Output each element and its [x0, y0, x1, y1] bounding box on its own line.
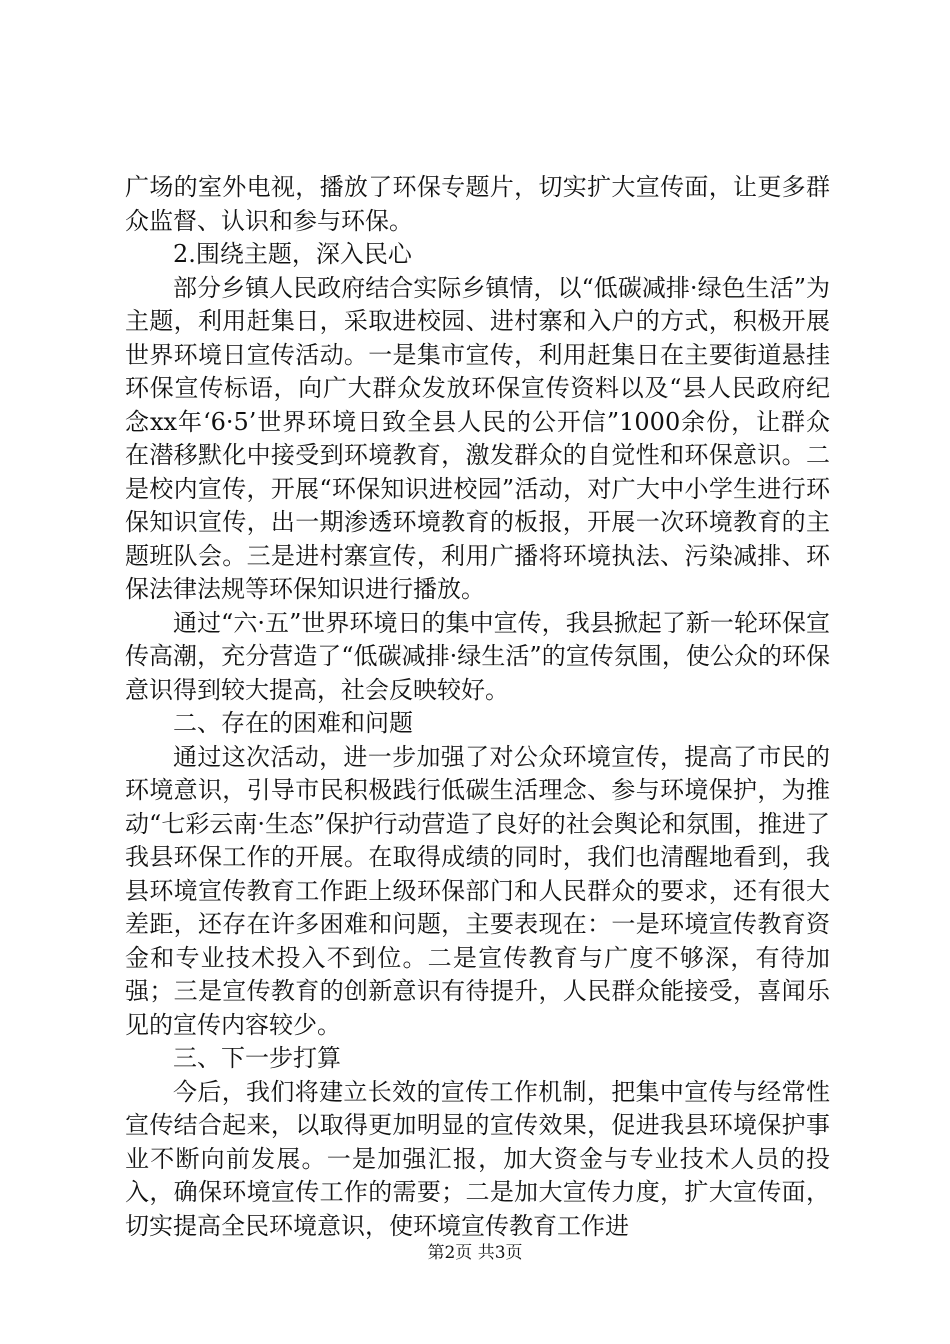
body-paragraph: 部分乡镇人民政府结合实际乡镇情，以“低碳减排·绿色生活”为主题，利用赶集日，采取进校园、进村寨和入户的方式，积极开展世界环境日宣传活动。一是集市宣传，利用赶集日在主要街道悬挂环保宣传标语，向广大群众发放环保宣传资料以及“县人民政府纪念xx年‘6·5’世界环境日致全县人民的公开信”1000余份，让群众在潜移默化中接受到环境教育，激发群众的自觉性和环保意识。二是校内宣传，开展“环保知识进校园”活动，对广大中小学生进行环保知识宣传，出一期渗透环境教育的板报，开展一次环境教育的主题班队会。三是进村寨宣传，利用广播将环境执法、污染减排、环保法律法规等环保知识进行播放。	[125, 273, 830, 603]
section-heading-difficulties: 二、存在的困难和问题	[173, 709, 413, 737]
subheading-theme: 2.围绕主题，深入民心	[173, 240, 412, 268]
page-number: 第2页 共3页	[427, 1243, 523, 1263]
body-paragraph: 今后，我们将建立长效的宣传工作机制，把集中宣传与经常性宣传结合起来，以取得更加明显的宣传效果，促进我县环境保护事业不断向前发展。一是加强汇报，加大资金与专业技术人员的投入，确保环境宣传工作的需要；二是加大宣传力度，扩大宣传面，切实提高全民环境意识，使环境宣传教育工作进	[125, 1077, 830, 1240]
body-paragraph: 通过“六·五”世界环境日的集中宣传，我县掀起了新一轮环保宣传高潮，充分营造了“低碳减排·绿生活”的宣传氛围，使公众的环保意识得到较大提高，社会反映较好。	[125, 608, 830, 704]
page-footer	[0, 1241, 950, 1265]
body-paragraph-continued: 广场的室外电视，播放了环保专题片，切实扩大宣传面，让更多群众监督、认识和参与环保。	[125, 173, 830, 235]
body-paragraph: 通过这次活动，进一步加强了对公众环境宣传，提高了市民的环境意识，引导市民积极践行低碳生活理念、参与环境保护，为推动“七彩云南·生态”保护行动营造了良好的社会舆论和氛围，推进了我县环保工作的开展。在取得成绩的同时，我们也清醒地看到，我县环境宣传教育工作距上级环保部门和人民群众的要求，还有很大差距，还存在许多困难和问题，主要表现在：一是环境宣传教育资金和专业技术投入不到位。二是宣传教育与广度不够深，有待加强；三是宣传教育的创新意识有待提升，人民群众能接受，喜闻乐见的宣传内容较少。	[125, 742, 830, 1039]
section-heading-next-steps: 三、下一步打算	[173, 1044, 341, 1072]
document-body	[125, 171, 830, 1243]
